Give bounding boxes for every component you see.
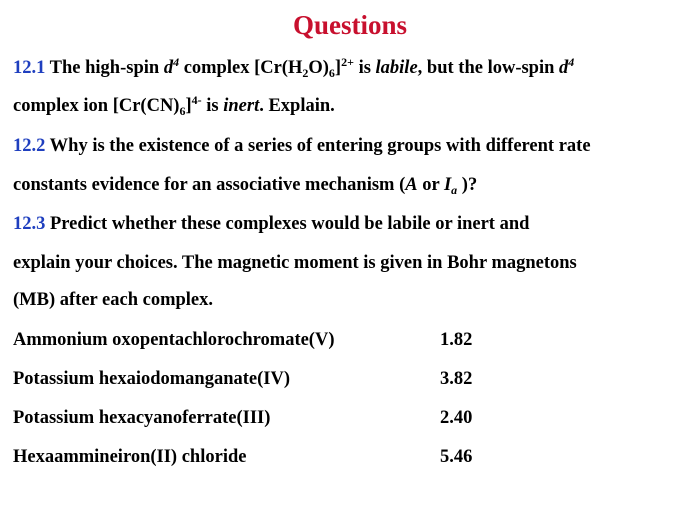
complex-name: Potassium hexacyanoferrate(III) bbox=[13, 408, 271, 428]
term-inert: inert bbox=[223, 96, 260, 116]
subscript: 2 bbox=[302, 66, 309, 80]
question-12-3-line-1 bbox=[13, 214, 529, 235]
magnetic-moment: 1.82 bbox=[440, 330, 473, 350]
question-12-3-line-2: explain your choices. The magnetic moment is given in Bohr magnetons bbox=[13, 253, 577, 273]
superscript: 4 bbox=[173, 55, 180, 69]
text: O) bbox=[308, 58, 329, 78]
d-orbital: d bbox=[559, 58, 569, 78]
charge: 4- bbox=[191, 93, 202, 107]
text: is bbox=[201, 96, 224, 116]
question-12-2-line-1 bbox=[13, 136, 591, 157]
text: complex ion [Cr(CN) bbox=[13, 96, 180, 116]
text: , but the low-spin bbox=[417, 58, 560, 78]
question-12-1-line-2 bbox=[13, 93, 335, 118]
question-number: 12.2 bbox=[13, 136, 46, 156]
question-12-1-line-1 bbox=[13, 55, 575, 80]
complex-row bbox=[13, 447, 673, 468]
text: Why is the existence of a series of entering groups with different rate bbox=[45, 136, 591, 156]
mechanism-a: A bbox=[405, 175, 418, 195]
text: ] bbox=[334, 58, 342, 78]
complex-name: Hexaammineiron(II) chloride bbox=[13, 447, 247, 467]
question-number: 12.3 bbox=[13, 214, 46, 234]
complex-row bbox=[13, 408, 673, 429]
magnetic-moment: 2.40 bbox=[440, 408, 473, 428]
mechanism-ia: I bbox=[443, 175, 452, 195]
magnetic-moment: 5.46 bbox=[440, 447, 473, 467]
charge: 2+ bbox=[341, 55, 354, 69]
text: constants evidence for an associative mechanism ( bbox=[13, 175, 406, 195]
text: )? bbox=[457, 175, 478, 195]
subscript: 6 bbox=[328, 66, 335, 80]
complex-row bbox=[13, 369, 673, 390]
text: ] bbox=[185, 96, 192, 116]
term-labile: labile bbox=[375, 58, 418, 78]
subscript: a bbox=[451, 183, 458, 197]
complex-row bbox=[13, 330, 673, 351]
question-number: 12.1 bbox=[13, 58, 46, 78]
text: The high-spin bbox=[45, 58, 164, 78]
text: . Explain. bbox=[259, 96, 335, 116]
magnetic-moment: 3.82 bbox=[440, 369, 473, 389]
superscript: 4 bbox=[568, 55, 575, 69]
complex-name: Potassium hexaiodomanganate(IV) bbox=[13, 369, 290, 389]
text: complex [Cr(H bbox=[179, 58, 303, 78]
page-title: Questions bbox=[292, 10, 408, 40]
complex-name: Ammonium oxopentachlorochromate(V) bbox=[13, 330, 335, 350]
text: Predict whether these complexes would be labile or inert and bbox=[45, 214, 530, 234]
subscript: 6 bbox=[179, 104, 186, 118]
question-12-3-line-3: (MB) after each complex. bbox=[13, 290, 214, 310]
text: is bbox=[353, 58, 376, 78]
question-12-2-line-2 bbox=[13, 175, 477, 196]
d-orbital: d bbox=[163, 58, 174, 78]
text: or bbox=[417, 175, 444, 195]
